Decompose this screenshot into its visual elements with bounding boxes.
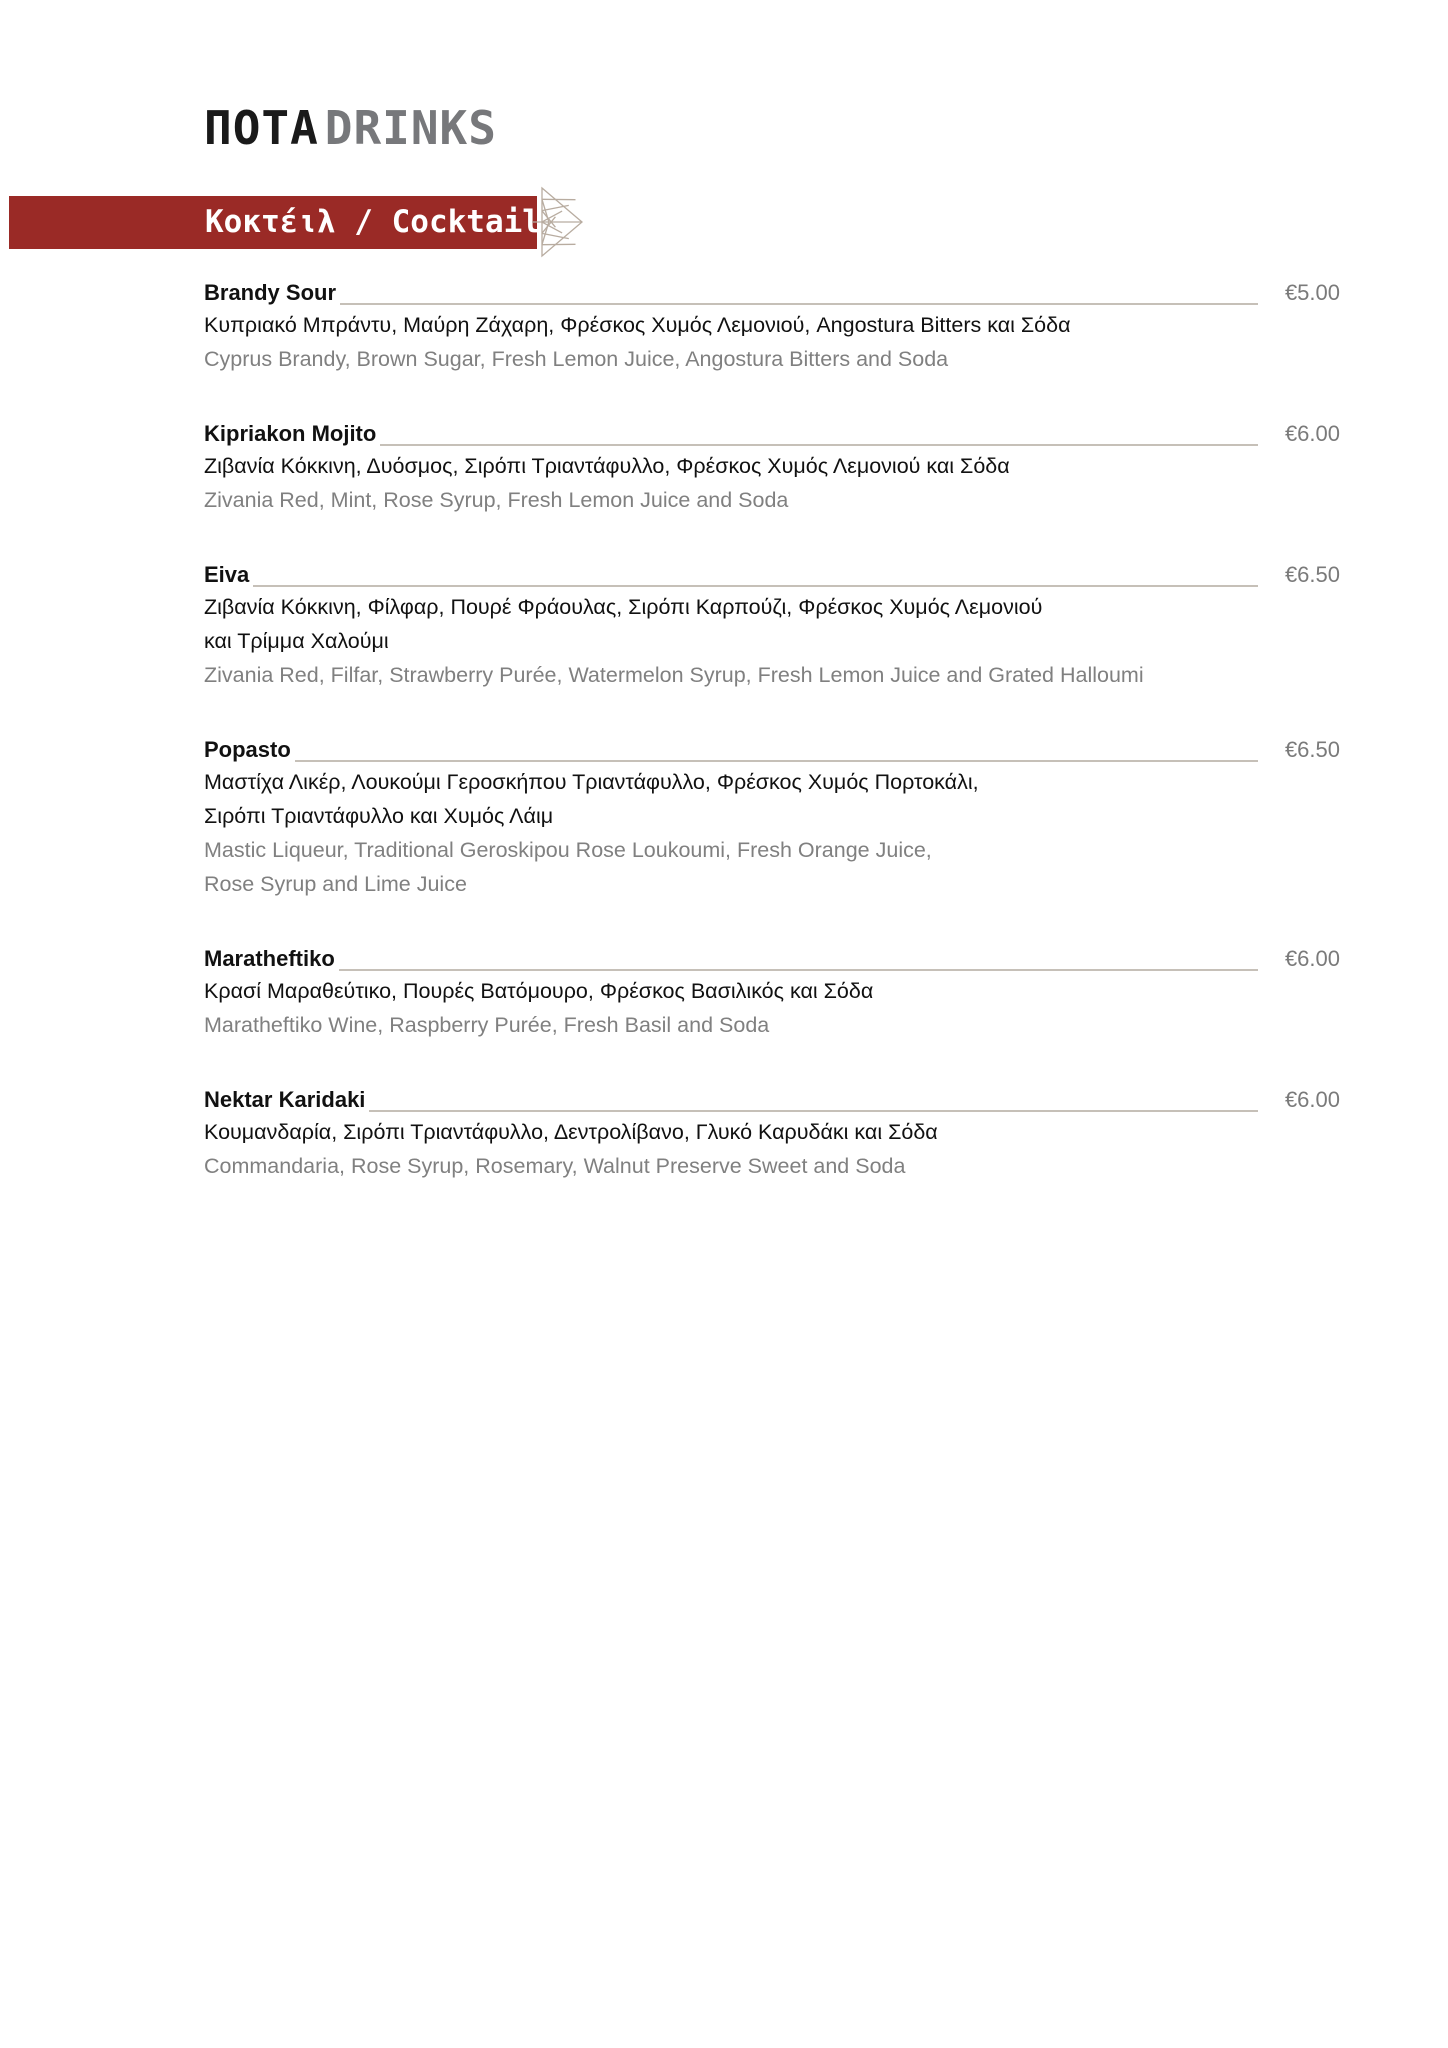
- leader-line: [204, 760, 1258, 762]
- menu-item: [204, 735, 1340, 901]
- menu-item: [204, 278, 1340, 376]
- menu-item: [204, 419, 1340, 517]
- menu-item: [204, 944, 1340, 1042]
- section-title: Κοκτέιλ / Cocktails: [205, 204, 560, 240]
- item-price: €5.00: [1284, 280, 1340, 305]
- item-price: €6.00: [1284, 421, 1340, 446]
- item-description-greek: Ζιβανία Κόκκινη, Φίλφαρ, Πουρέ Φράουλας, Σιρόπι Καρπούζι, Φρέσκος Χυμός Λεμονιού: [204, 595, 1043, 619]
- item-description-english: Cyprus Brandy, Brown Sugar, Fresh Lemon Juice, Angostura Bitters and Soda: [204, 347, 949, 371]
- page-title: [204, 102, 497, 154]
- menu-item: [204, 1085, 1340, 1183]
- item-description-english: Commandaria, Rose Syrup, Rosemary, Walnut Preserve Sweet and Soda: [204, 1154, 906, 1178]
- item-description-english: Zivania Red, Mint, Rose Syrup, Fresh Lemon Juice and Soda: [204, 488, 789, 512]
- menu-item-header: [204, 419, 1340, 449]
- item-name: Eiva: [204, 560, 253, 590]
- item-description-english: Zivania Red, Filfar, Strawberry Purée, Watermelon Syrup, Fresh Lemon Juice and Grated Halloumi: [204, 663, 1144, 687]
- leader-line: [204, 585, 1258, 587]
- item-description-english: Rose Syrup and Lime Juice: [204, 872, 467, 896]
- leader-line: [204, 303, 1258, 305]
- menu-item-header: [204, 944, 1340, 974]
- item-name: Maratheftiko: [204, 944, 339, 974]
- leader-line: [204, 969, 1258, 971]
- item-description-greek: Κυπριακό Μπράντυ, Μαύρη Ζάχαρη, Φρέσκος Χυμός Λεμονιού, Angostura Bitters και Σόδα: [204, 313, 1071, 337]
- item-price: €6.00: [1284, 946, 1340, 971]
- item-description-english: Mastic Liqueur, Traditional Geroskipou Rose Loukoumi, Fresh Orange Juice,: [204, 838, 932, 862]
- item-price: €6.50: [1284, 737, 1340, 762]
- item-description-greek: Κρασί Μαραθεύτικο, Πουρές Βατόμουρο, Φρέσκος Βασιλικός και Σόδα: [204, 979, 874, 1003]
- menu-item-header: [204, 1085, 1340, 1115]
- item-description-greek: Κουμανδαρία, Σιρόπι Τριαντάφυλλο, Δεντρολίβανο, Γλυκό Καρυδάκι και Σόδα: [204, 1120, 938, 1144]
- item-name: Nektar Karidaki: [204, 1085, 369, 1115]
- menu-item-header: [204, 735, 1340, 765]
- page-title-english: DRINKS: [324, 101, 497, 155]
- item-description-greek: Ζιβανία Κόκκινη, Δυόσμος, Σιρόπι Τριαντάφυλλο, Φρέσκος Χυμός Λεμονιού και Σόδα: [204, 454, 1010, 478]
- item-name: Popasto: [204, 735, 295, 765]
- item-description-english: Maratheftiko Wine, Raspberry Purée, Fresh Basil and Soda: [204, 1013, 770, 1037]
- item-name: Brandy Sour: [204, 278, 340, 308]
- item-description-greek: Σιρόπι Τριαντάφυλλο και Χυμός Λάιμ: [204, 804, 554, 828]
- item-description-greek: και Τρίμμα Χαλούμι: [204, 629, 389, 653]
- menu-item-header: [204, 278, 1340, 308]
- menu-item-header: [204, 560, 1340, 590]
- item-price: €6.00: [1284, 1087, 1340, 1112]
- menu-list: [204, 278, 1340, 1226]
- diamond-ornament-icon: [530, 186, 584, 258]
- page-title-greek: ΠΟΤΑ: [204, 101, 319, 155]
- item-name: Kipriakon Mojito: [204, 419, 380, 449]
- section-banner: [9, 196, 560, 249]
- item-price: €6.50: [1284, 562, 1340, 587]
- menu-item: [204, 560, 1340, 692]
- item-description-greek: Μαστίχα Λικέρ, Λουκούμι Γεροσκήπου Τριαντάφυλλο, Φρέσκος Χυμός Πορτοκάλι,: [204, 770, 979, 794]
